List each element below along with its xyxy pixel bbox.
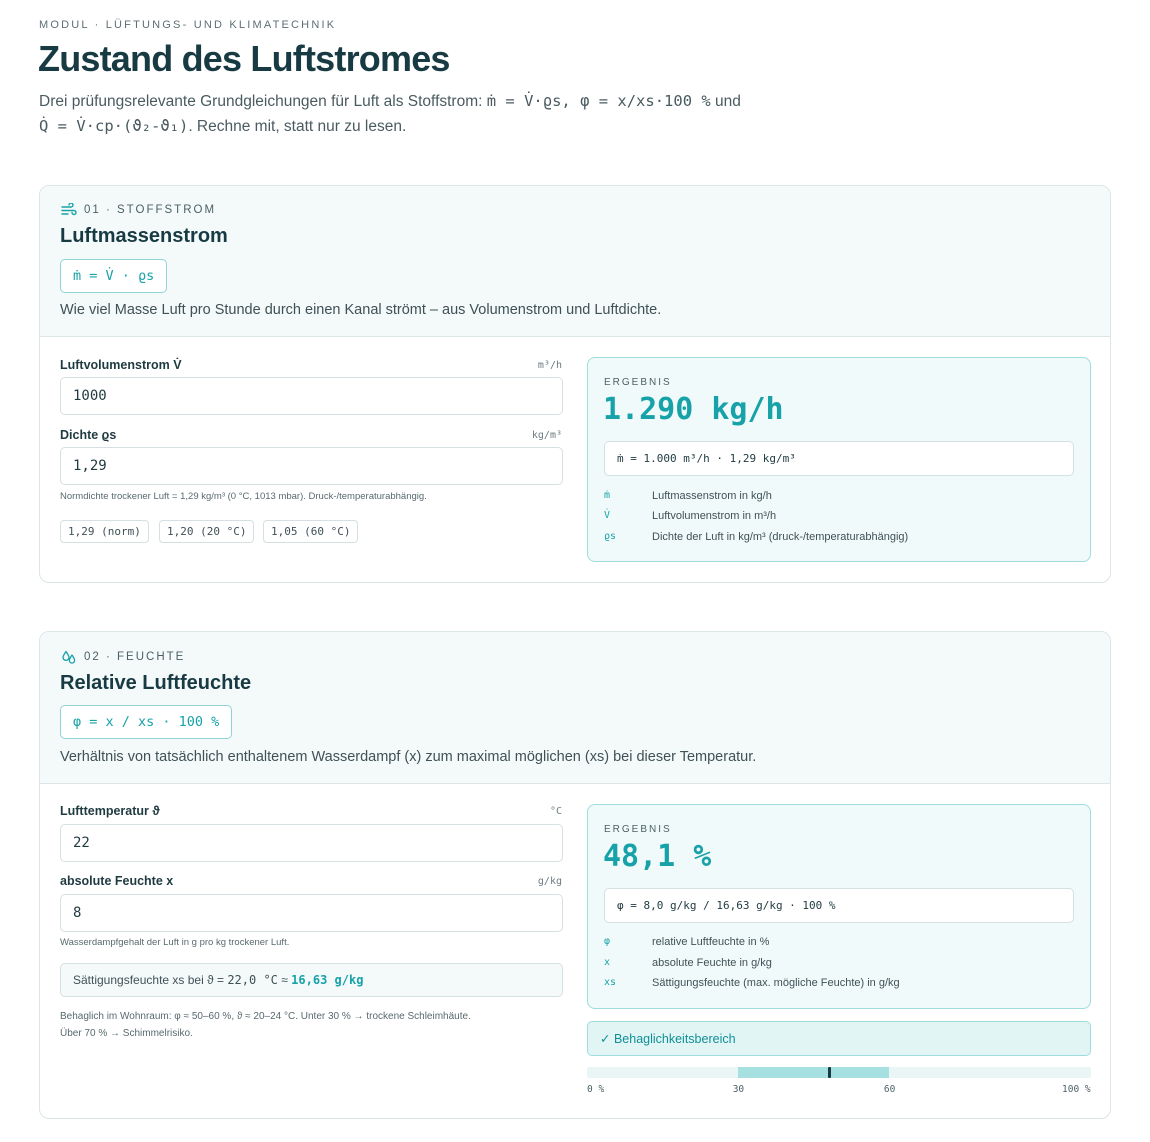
legend-symbol: ϱs [604,531,617,542]
module-eyebrow: MODUL · LÜFTUNGS- UND KLIMATECHNIK [39,19,337,31]
mass-flow-formula: ṁ = V̇ · ϱs [60,259,167,293]
comfort-status-badge: ✓ Behaglichkeitsbereich [587,1021,1091,1056]
temperature-label: Lufttemperatur ϑ [60,804,160,818]
legend-row-absolute-humidity [604,957,772,969]
volume-flow-unit: m³/h [537,360,562,371]
legend-symbol: xs [604,977,617,988]
mass-flow-title: Luftmassenstrom [60,225,228,247]
scale-tick-label: 0 % [587,1084,605,1095]
saturation-value: 16,63 g/kg [291,973,364,987]
humidity-marker [828,1067,831,1078]
droplets-icon [61,649,77,665]
scale-tick-label: 30 [732,1084,745,1095]
legend-symbol: φ [604,936,611,947]
legend-row-saturation [604,977,900,989]
volume-flow-label: Luftvolumenstrom V̇ [60,358,182,372]
volume-flow-input[interactable] [60,377,563,415]
density-hint: Normdichte trockener Luft = 1,29 kg/m³ (0 °C, 1013 mbar). Druck-/temperaturabhängig. [60,491,427,502]
mass-flow-result-value: 1.290 kg/h [603,392,784,427]
humidity-section-tag [61,649,185,665]
intro-text-suffix: . Rechne mit, statt nur zu lesen. [188,118,407,135]
humidity-scale-bar [587,1067,1091,1078]
absolute-humidity-unit: g/kg [537,876,562,887]
legend-text: Dichte der Luft in kg/m³ (druck-/temperaturabhängig) [652,531,909,543]
mass-flow-section-tag [61,203,216,217]
absolute-humidity-hint: Wasserdampfgehalt der Luft in g pro kg trockener Luft. [60,937,290,948]
density-preset-60c[interactable]: 1,05 (60 °C) [263,520,358,543]
legend-text: absolute Feuchte in g/kg [652,957,772,969]
temperature-unit: °C [549,806,562,817]
intro-formula-2: Q̇ = V̇·cp·(ϑ₂-ϑ₁) [39,117,189,135]
mass-flow-result-formula: ṁ = 1.000 m³/h · 1,29 kg/m³ [604,441,1074,476]
saturation-mid: ≈ [277,973,292,987]
comfort-note-line-1: Behaglich im Wohnraum: φ ≈ 50–60 %, ϑ ≈ 20–24 °C. Unter 30 % → trockene Schleimhäute. [60,1011,471,1022]
saturation-info-box [60,963,563,997]
legend-row-mass-flow [604,490,772,502]
legend-text: relative Luftfeuchte in % [652,936,770,948]
comfort-note [60,1008,471,1042]
wind-icon [61,203,77,217]
humidity-formula: φ = x / xs · 100 % [60,705,232,739]
page-intro [39,89,839,139]
legend-text: Luftvolumenstrom in m³/h [652,510,777,522]
mass-flow-card-header [40,186,1110,337]
legend-symbol: ṁ [604,490,611,501]
legend-row-volume-flow [604,510,776,522]
humidity-result-label: ERGEBNIS [604,824,672,835]
legend-text: Sättigungsfeuchte (max. mögliche Feuchte) in g/kg [652,977,900,989]
intro-formula-1: ṁ = V̇·ϱs, φ = x/xs·100 % [486,92,711,110]
absolute-humidity-input[interactable] [60,894,563,932]
legend-symbol: x [604,957,611,968]
density-preset-norm[interactable]: 1,29 (norm) [60,520,149,543]
mass-flow-result-panel [587,357,1091,562]
mass-flow-description: Wie viel Masse Luft pro Stunde durch einen Kanal strömt – aus Volumenstrom und Luftdichte. [60,302,662,318]
humidity-card [39,631,1111,1119]
humidity-result-value: 48,1 % [603,839,712,874]
intro-text-mid: und [710,93,741,110]
density-label: Dichte ϱs [60,428,117,442]
legend-text: Luftmassenstrom in kg/h [652,490,772,502]
saturation-temperature: 22,0 °C [227,973,278,987]
density-input[interactable] [60,447,563,485]
scale-tick-label: 60 [883,1084,896,1095]
intro-text-prefix: Drei prüfungsrelevante Grundgleichungen für Luft als Stoffstrom: [39,93,487,110]
mass-flow-tag-label: 01 · STOFFSTROM [84,204,217,216]
density-preset-20c[interactable]: 1,20 (20 °C) [159,520,254,543]
humidity-description: Verhältnis von tatsächlich enthaltenem Wasserdampf (x) zum maximal möglichen (xs) bei dieser Temperatur. [60,749,757,765]
saturation-prefix: Sättigungsfeuchte xs bei ϑ = [73,973,228,987]
humidity-title: Relative Luftfeuchte [60,672,252,694]
humidity-tag-label: 02 · FEUCHTE [84,651,186,663]
legend-symbol: V̇ [604,510,611,521]
comfort-zone-band [738,1067,889,1078]
humidity-result-panel [587,804,1091,1009]
density-unit: kg/m³ [531,430,562,441]
page-title: Zustand des Luftstromes [38,38,450,79]
legend-row-relative-humidity [604,936,769,948]
mass-flow-result-label: ERGEBNIS [604,377,672,388]
comfort-note-line-2: Über 70 % → Schimmelrisiko. [60,1028,193,1039]
temperature-input[interactable] [60,824,563,862]
scale-tick-label: 100 % [1062,1084,1091,1095]
absolute-humidity-label: absolute Feuchte x [60,874,174,888]
mass-flow-card [39,185,1111,583]
humidity-card-header [40,632,1110,784]
legend-row-density [604,531,908,543]
humidity-result-formula: φ = 8,0 g/kg / 16,63 g/kg · 100 % [604,888,1074,923]
